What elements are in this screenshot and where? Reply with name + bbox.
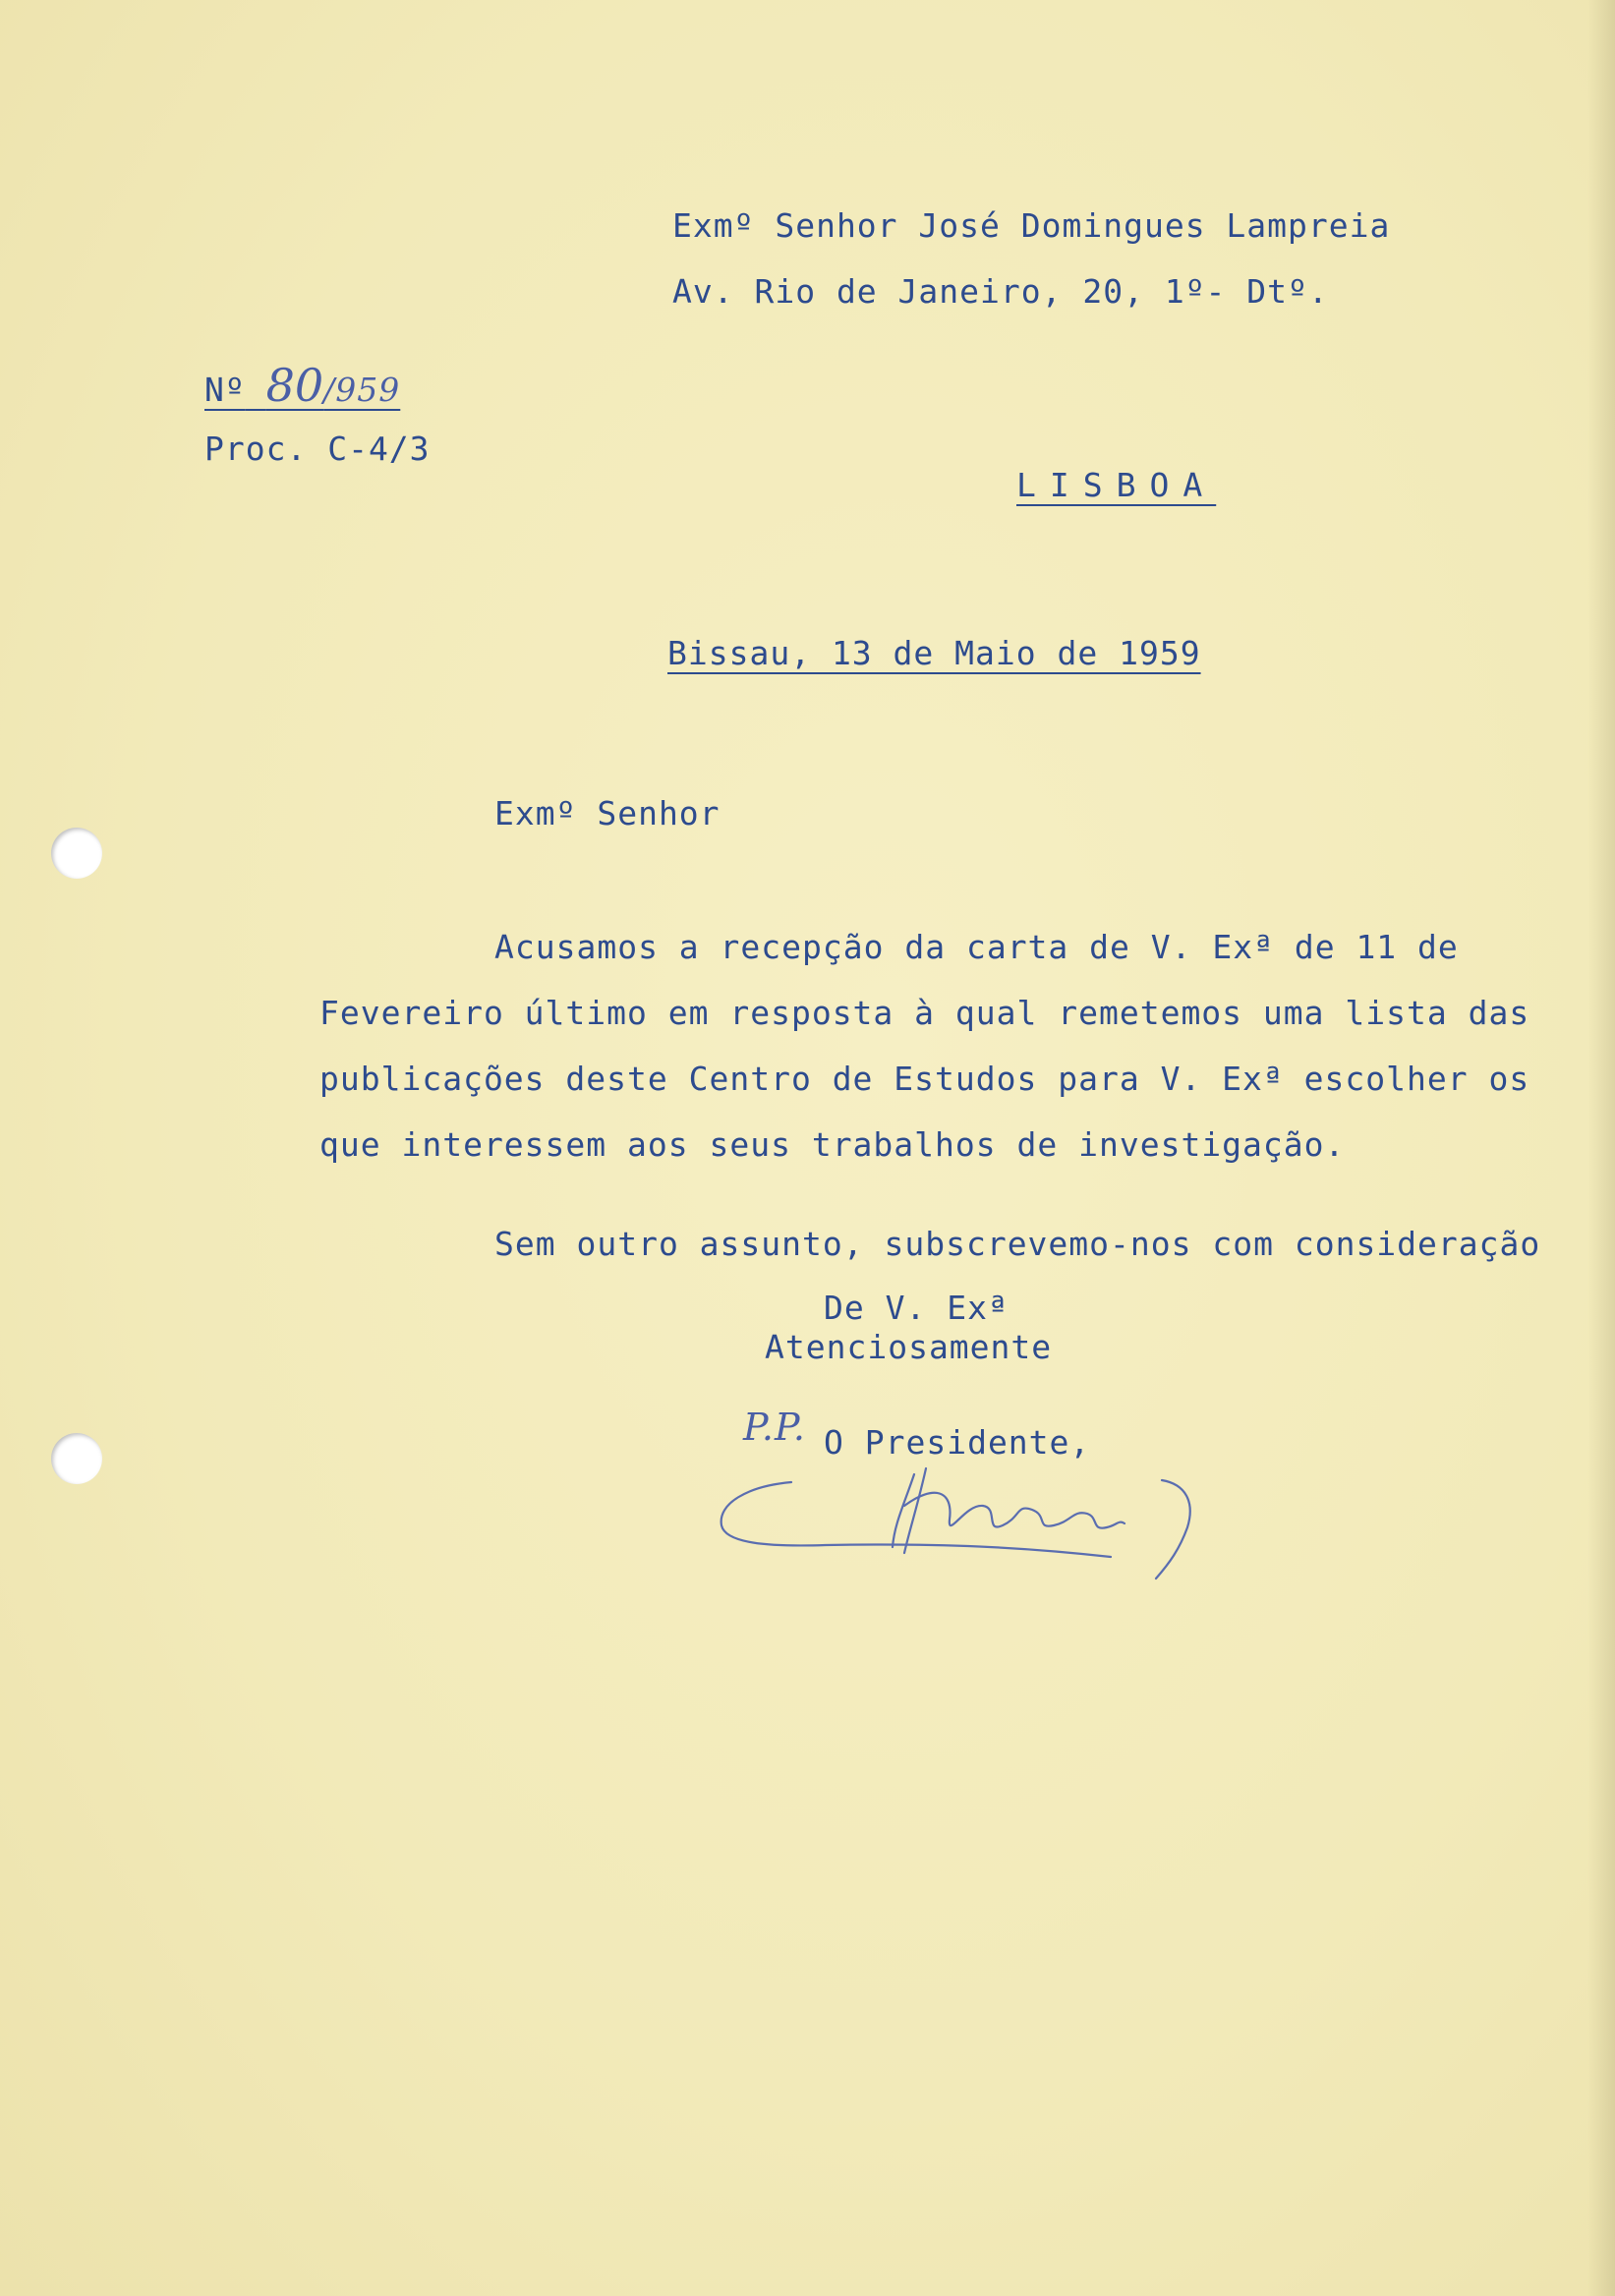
reference-number: [204, 359, 401, 412]
president-title: O Presidente,: [824, 1423, 1091, 1462]
place-and-date: Bissau, 13 de Maio de 1959: [667, 634, 1201, 672]
recipient-name: Exmº Senhor José Domingues Lampreia: [672, 206, 1391, 245]
punch-hole-bottom: [51, 1433, 102, 1484]
closing-atenciosamente: Atenciosamente: [765, 1328, 1053, 1366]
salutation: Exmº Senhor: [494, 794, 721, 832]
pp-mark: P.P.: [743, 1406, 806, 1449]
reference-prefix: Nº: [204, 371, 246, 409]
body-line: que interessem aos seus trabalhos de investigação.: [319, 1125, 1346, 1164]
body-line: Fevereiro último em resposta à qual remetemos uma lista das: [319, 994, 1530, 1032]
closing-de: De V. Exª: [824, 1289, 1009, 1327]
body-line: Acusamos a recepção da carta de V. Exª de 11 de: [494, 928, 1459, 966]
page-edge-shadow: [1587, 0, 1615, 2296]
closing-line: Sem outro assunto, subscrevemo-nos com consideração: [494, 1225, 1541, 1263]
reference-handwritten: 80: [265, 359, 324, 412]
handwritten-signature: [708, 1445, 1219, 1582]
destination-city: LISBOA: [1016, 466, 1217, 504]
process-code: Proc. C-4/3: [204, 430, 431, 468]
body-line: publicações deste Centro de Estudos para V. Exª escolher os: [319, 1060, 1530, 1098]
recipient-address: Av. Rio de Janeiro, 20, 1º- Dtº.: [672, 272, 1329, 311]
punch-hole-top: [51, 828, 102, 879]
reference-year: /959: [323, 371, 401, 409]
